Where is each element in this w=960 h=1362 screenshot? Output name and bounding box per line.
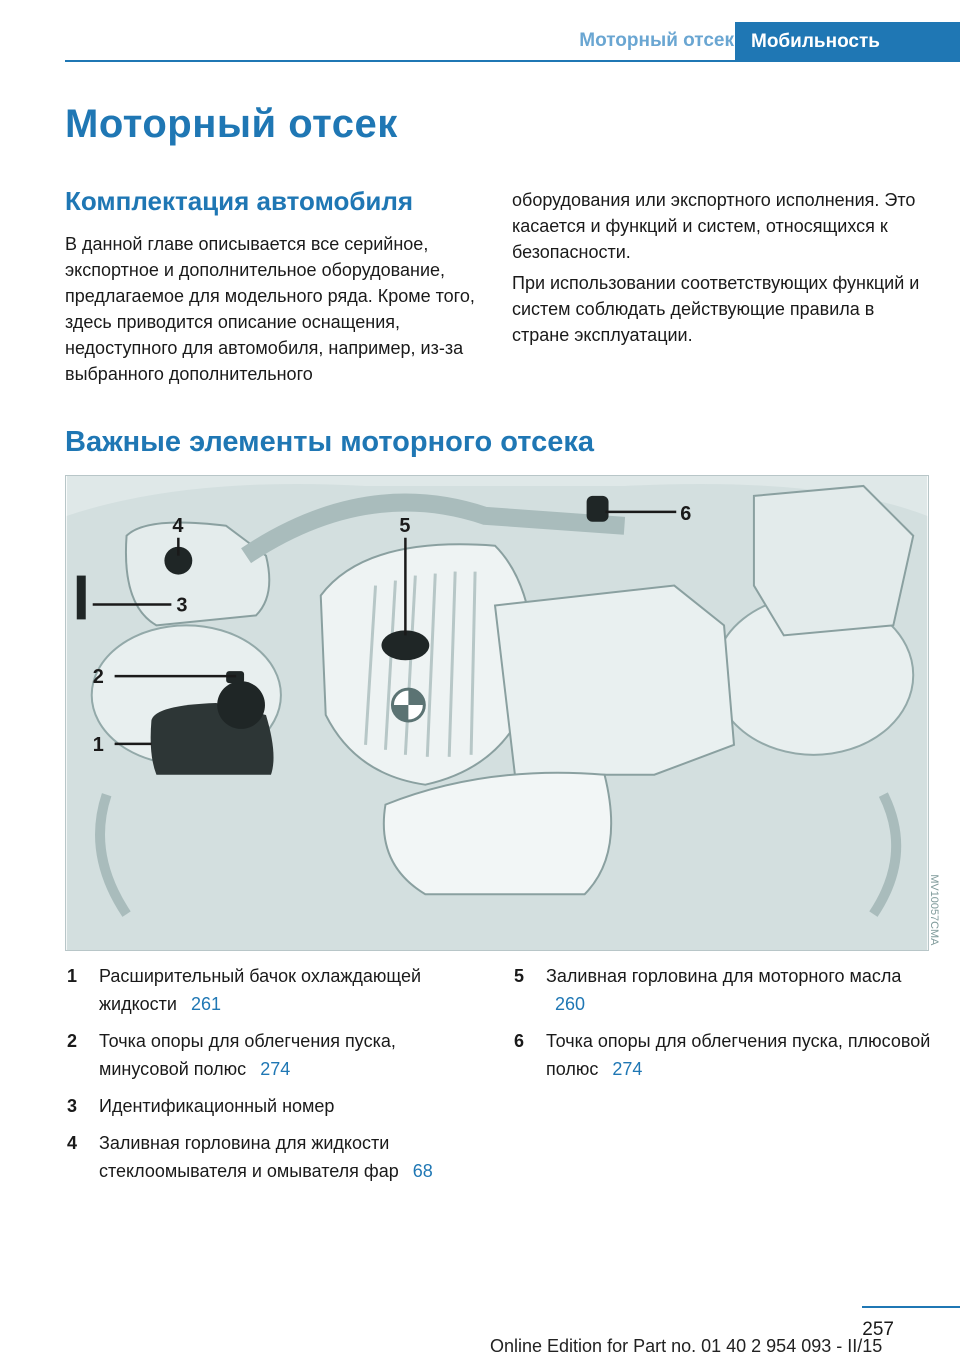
legend-number: 6 (514, 1031, 525, 1051)
engine-bay-image (65, 475, 941, 951)
page-title: Моторный отсек (65, 102, 398, 146)
legend-item (65, 1129, 485, 1185)
section-heading-equipment: Комплектация автомобиля (65, 186, 414, 216)
callout-1: 1 (92, 733, 104, 756)
equipment-paragraph-right-2: При использовании соответствующих функций и систем соблюдать действующие правила в стране эксплуатации. (512, 273, 920, 345)
header-section-title: Моторный отсек (579, 30, 734, 51)
legend-item (65, 962, 485, 1018)
callout-4: 4 (172, 514, 184, 537)
header-chapter-tab[interactable]: Мобильность (735, 22, 960, 62)
legend-item (512, 1027, 932, 1083)
legend-text: Расширительный бачок охлаждающей жидкости (99, 966, 422, 1014)
callout-2: 2 (92, 666, 104, 689)
footer-rule (862, 1306, 960, 1308)
page-reference-link[interactable]: 274 (612, 1059, 643, 1079)
legend-text: Заливная горловина для жидкости стеклоомывателя и омывателя фар (99, 1133, 399, 1181)
legend-item (512, 962, 932, 1018)
page-reference-link[interactable]: 261 (191, 994, 222, 1014)
callout-6: 6 (680, 502, 692, 525)
equipment-paragraph-right-1: оборудования или экспортного исполнения. Это касается и функций и систем, относящихся к безопасности. (512, 190, 916, 262)
section-heading-engine-elements: Важные элементы моторного отсека (65, 426, 595, 458)
legend-text: Заливная горловина для моторного масла (546, 966, 902, 986)
legend-text: Идентификационный номер (99, 1096, 335, 1116)
legend-text: Точка опоры для облегчения пуска, плюсовой полюс (546, 1031, 931, 1079)
legend-list-left (65, 962, 485, 1194)
legend-text: Точка опоры для облегчения пуска, минусовой полюс (99, 1031, 396, 1079)
legend-number: 2 (67, 1031, 78, 1051)
page-reference-link[interactable]: 260 (555, 994, 586, 1014)
page-reference-link[interactable]: 68 (412, 1161, 433, 1181)
legend-number: 3 (67, 1096, 78, 1116)
page-number: 257 (862, 1319, 894, 1340)
legend-item (65, 1092, 485, 1120)
equipment-paragraph-left: В данной главе описывается все серийное, экспортное и дополнительное оборудование, предлагаемое для модельного ряда. Кроме того, здесь приводится описание оснащения, недоступного для автомобиля, например, из-за выбранного дополнительного (65, 234, 475, 384)
edition-note: Online Edition for Part no. 01 40 2 954 093 - II/15 (490, 1336, 883, 1356)
legend-item (65, 1027, 485, 1083)
legend-number: 1 (67, 966, 78, 986)
legend-number: 4 (67, 1133, 78, 1153)
image-code: MV10057CMA (928, 874, 941, 946)
page-reference-link[interactable]: 274 (260, 1059, 291, 1079)
callout-3: 3 (176, 594, 188, 617)
callout-5: 5 (399, 514, 411, 537)
legend-number: 5 (514, 966, 525, 986)
legend-list-right (512, 962, 932, 1092)
